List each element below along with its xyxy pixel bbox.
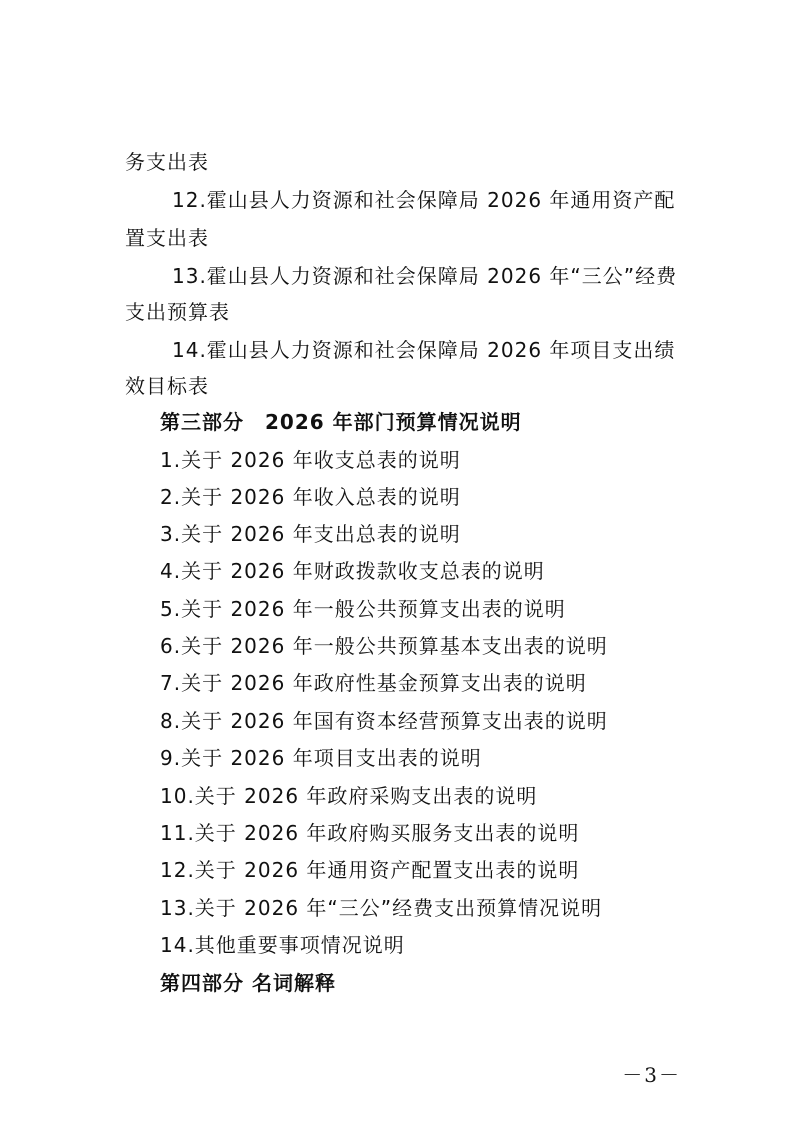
section-heading-part4: 第四部分 名词解释 [160, 971, 336, 995]
toc-line: 务支出表 [125, 150, 209, 174]
toc-item: 8.关于 2026 年国有资本经营预算支出表的说明 [160, 709, 608, 733]
toc-item: 5.关于 2026 年一般公共预算支出表的说明 [160, 597, 566, 621]
toc-item: 1.关于 2026 年收支总表的说明 [160, 448, 461, 472]
toc-item: 6.关于 2026 年一般公共预算基本支出表的说明 [160, 634, 608, 658]
page-number: －3－ [622, 1063, 681, 1087]
toc-line: 支出预算表 [125, 300, 230, 324]
toc-item: 13.关于 2026 年“三公”经费支出预算情况说明 [160, 896, 603, 920]
toc-item: 4.关于 2026 年财政拨款收支总表的说明 [160, 559, 545, 583]
toc-line: 效目标表 [125, 374, 209, 398]
toc-item: 12.关于 2026 年通用资产配置支出表的说明 [160, 858, 580, 882]
toc-item: 14.其他重要事项情况说明 [160, 933, 405, 957]
section-heading-part3: 第三部分 2026 年部门预算情况说明 [160, 410, 522, 434]
toc-item: 11.关于 2026 年政府购买服务支出表的说明 [160, 821, 580, 845]
toc-item: 9.关于 2026 年项目支出表的说明 [160, 746, 482, 770]
toc-line: 置支出表 [125, 226, 209, 250]
toc-item: 2.关于 2026 年收入总表的说明 [160, 485, 461, 509]
toc-item: 7.关于 2026 年政府性基金预算支出表的说明 [160, 671, 587, 695]
toc-item: 10.关于 2026 年政府采购支出表的说明 [160, 784, 538, 808]
toc-item: 3.关于 2026 年支出总表的说明 [160, 522, 461, 546]
toc-line: 14.霍山县人力资源和社会保障局 2026 年项目支出绩 [172, 338, 676, 362]
toc-line: 13.霍山县人力资源和社会保障局 2026 年“三公”经费 [172, 264, 678, 288]
toc-line: 12.霍山县人力资源和社会保障局 2026 年通用资产配 [172, 188, 676, 212]
